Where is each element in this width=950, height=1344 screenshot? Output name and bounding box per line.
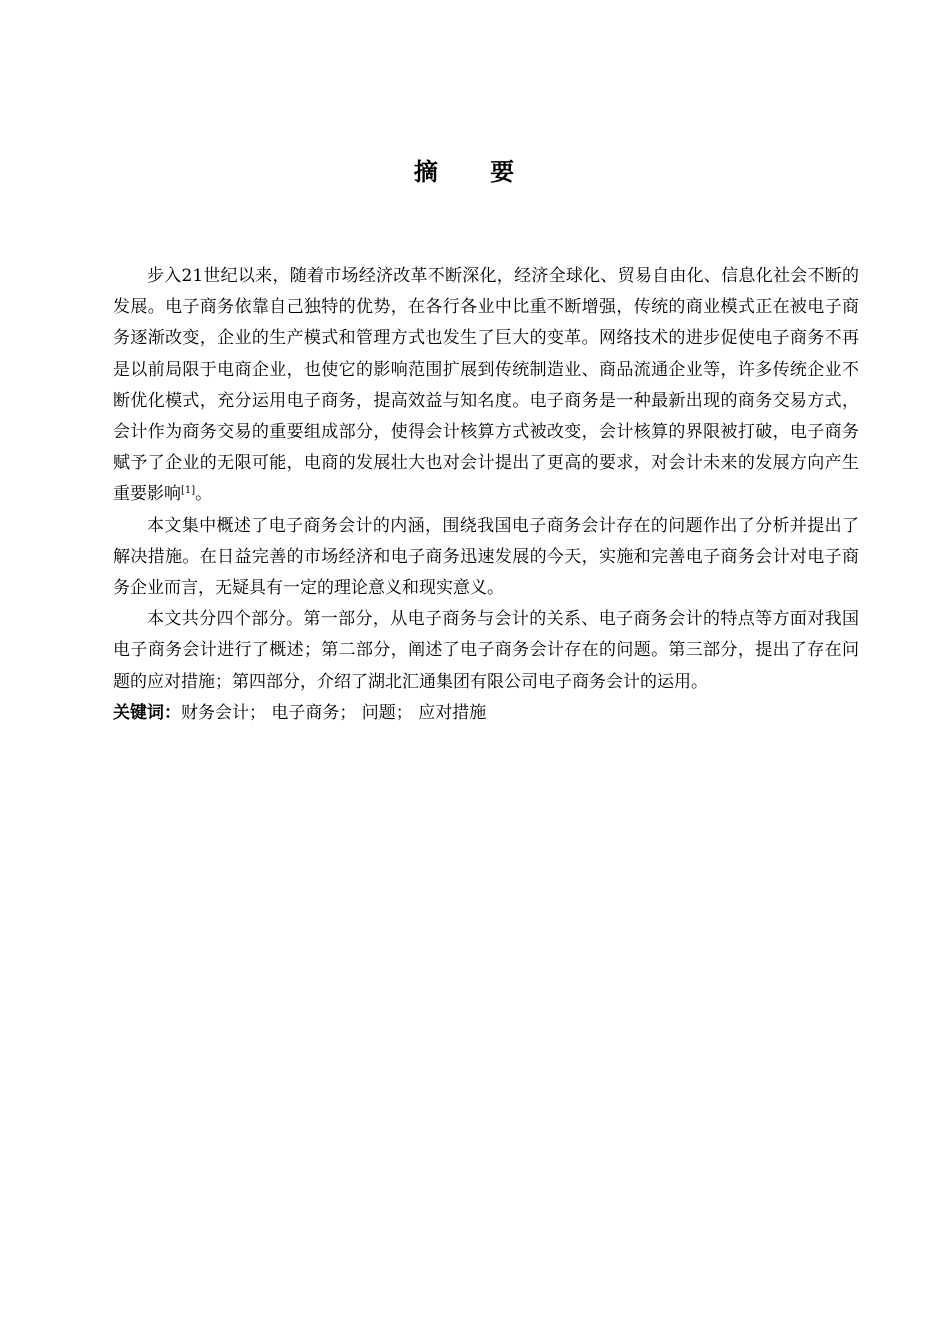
paragraph-1-text: 步入21世纪以来，随着市场经济改革不断深化，经济全球化、贸易自由化、信息化社会不断的发展。电子商务依靠自己独特的优势，在各行各业中比重不断增强，传统的商业模式正在被电子商务逐渐改变，企业的生产模式和管理方式也发生了巨大的变革。网络技术的进步促使电子商务不再是以前局限于电商企业，也使它的影响范围扩展到传统制造业、商品流通企业等，许多传统企业不断优化模式，充分运用电子商务，提高效益与知名度。电子商务是一种最新出现的商务交易方式，会计作为商务交易的重要组成部分，使得会计核算方式被改变，会计核算的界限被打破，电子商务赋予了企业的无限可能，电商的发展壮大也对会计提出了更高的要求，对会计未来的发展方向产生重要影响: [113, 266, 859, 505]
abstract-paragraph-1: [113, 261, 859, 511]
abstract-paragraph-3: 本文共分四个部分。第一部分，从电子商务与会计的关系、电子商务会计的特点等方面对我国电子商务会计进行了概述；第二部分，阐述了电子商务会计存在的问题。第三部分，提出了存在问题的应对措施；第四部分，介绍了湖北汇通集团有限公司电子商务会计的运用。: [113, 609, 859, 692]
abstract-paragraph-2: 本文集中概述了电子商务会计的内涵，围绕我国电子商务会计存在的问题作出了分析并提出了解决措施。在日益完善的市场经济和电子商务迅速发展的今天，实施和完善电子商务会计对电子商务企业而言，无疑具有一定的理论意义和现实意义。: [113, 515, 859, 599]
citation-marker: [1]: [181, 485, 196, 497]
paragraph-1-tail: 。: [195, 484, 213, 505]
keywords-line: [113, 698, 859, 729]
keywords-label: 关键词：: [113, 702, 181, 723]
abstract-body: [113, 261, 859, 729]
keywords-list: 财务会计； 电子商务； 问题； 应对措施: [181, 702, 487, 723]
page-title: 摘 要: [413, 158, 537, 186]
